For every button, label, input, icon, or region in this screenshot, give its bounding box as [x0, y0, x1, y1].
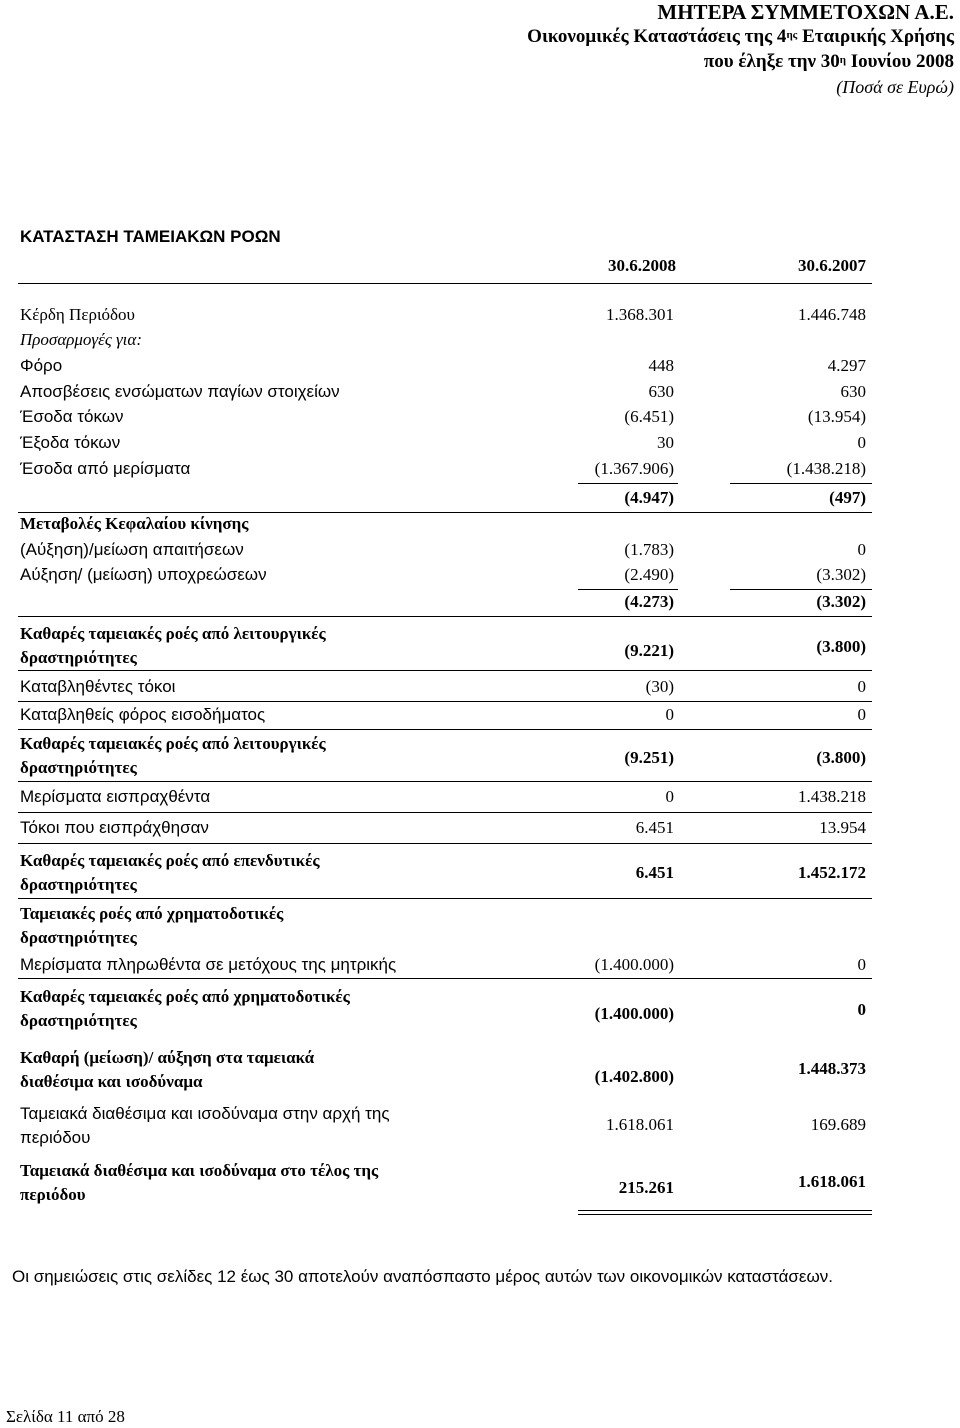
value-2008: 6.451	[635, 818, 674, 837]
header-rule	[18, 283, 872, 284]
value-2008: 1.368.301	[606, 305, 674, 324]
value-2008: 630	[648, 382, 674, 401]
row-label: Ταμειακά διαθέσιμα και ισοδύναμα στην αρχή της	[20, 1104, 390, 1123]
value-2008: (30)	[645, 677, 674, 696]
row-label: Καθαρή (μείωση)/ αύξηση στα ταμειακά	[20, 1048, 315, 1067]
row-label-continued: διαθέσιμα και ισοδύναμα	[20, 1072, 203, 1091]
row-label-continued: δραστηριότητες	[20, 928, 137, 947]
value-2007: (3.800)	[816, 748, 866, 767]
subtotal-rule	[730, 483, 872, 484]
row-label-continued: περιόδου	[20, 1128, 91, 1147]
value-2008: (9.251)	[624, 748, 674, 767]
section-rule	[18, 616, 872, 617]
value-2008: 30	[657, 433, 674, 452]
subtotal-2008: (4.273)	[624, 592, 674, 611]
value-2008: 6.451	[635, 863, 674, 882]
row-label-continued: δραστηριότητες	[20, 758, 137, 777]
value-2007: 0	[857, 677, 866, 696]
row-label: Ταμειακά διαθέσιμα και ισοδύναμα στο τέλος της	[20, 1161, 379, 1180]
value-2008: (9.221)	[624, 641, 674, 660]
row-label: Μερίσματα εισπραχθέντα	[20, 787, 211, 806]
subtotal-rule	[578, 483, 678, 484]
value-2007: 169.689	[810, 1115, 866, 1134]
value-2007: 4.297	[827, 356, 866, 375]
section-rule	[18, 898, 872, 899]
section-rule	[18, 978, 872, 979]
value-2008: (1.783)	[624, 540, 674, 559]
value-2008: 0	[665, 705, 674, 724]
row-label: Έσοδα από μερίσματα	[20, 459, 191, 478]
value-2007: 0	[857, 955, 866, 974]
row-label: Τόκοι που εισπράχθησαν	[20, 818, 209, 837]
value-2008: 215.261	[618, 1178, 674, 1197]
value-2008: (6.451)	[624, 407, 674, 426]
row-label: Καθαρές ταμειακές ροές από επενδυτικές	[20, 851, 320, 870]
row-label: Καθαρές ταμειακές ροές από λειτουργικές	[20, 734, 326, 753]
value-2008: 448	[648, 356, 674, 375]
row-label: Καταβληθείς φόρος εισοδήματος	[20, 705, 266, 724]
row-label: Μεταβολές Κεφαλαίου κίνησης	[20, 514, 249, 533]
value-2007: 630	[840, 382, 866, 401]
double-underline	[578, 1210, 872, 1215]
section-rule	[18, 843, 872, 844]
cash-flow-statement-title: ΚΑΤΑΣΤΑΣΗ ΤΑΜΕΙΑΚΩΝ ΡΟΩΝ	[20, 227, 281, 246]
currency-note: (Ποσά σε Ευρώ)	[836, 77, 954, 97]
section-rule	[18, 670, 872, 671]
value-2007: 1.452.172	[798, 863, 866, 882]
row-label: Έξοδα τόκων	[20, 433, 121, 452]
row-label: Κέρδη Περιόδου	[20, 305, 135, 324]
row-label: Φόρο	[20, 356, 63, 375]
section-rule	[18, 729, 872, 730]
value-2008: (1.367.906)	[594, 459, 674, 478]
row-label: Ταμειακές ροές από χρηματοδοτικές	[20, 904, 284, 923]
value-2008: (1.400.000)	[594, 1004, 674, 1023]
row-label: Καταβληθέντες τόκοι	[20, 677, 176, 696]
value-2007: 0	[857, 433, 866, 452]
row-label: Προσαρμογές για:	[20, 330, 142, 349]
page-number: Σελίδα 11 από 28	[6, 1407, 125, 1426]
value-2008: (1.400.000)	[594, 955, 674, 974]
footnote: Οι σημειώσεις στις σελίδες 12 έως 30 αποτελούν αναπόσπαστο μέρος αυτών των οικονομικών καταστάσεων.	[12, 1267, 833, 1286]
subtotal-2008: (4.947)	[624, 488, 674, 507]
row-label: (Αύξηση)/μείωση απαιτήσεων	[20, 540, 244, 559]
section-rule	[18, 701, 872, 702]
value-2007: (13.954)	[807, 407, 866, 426]
subtotal-2007: (3.302)	[816, 592, 866, 611]
value-2008: 0	[665, 787, 674, 806]
column-header-2007: 30.6.2007	[798, 256, 866, 275]
value-2007: 0	[857, 1000, 866, 1019]
section-rule	[18, 781, 872, 782]
value-2007: (1.438.218)	[786, 459, 866, 478]
value-2007: 0	[857, 540, 866, 559]
statement-period-line-1: Οικονομικές Καταστάσεις της $4^{\eta\varsigma}$ Εταιρικής Χρήσης	[527, 26, 954, 47]
row-label: Αύξηση/ (μείωση) υποχρεώσεων	[20, 565, 267, 584]
value-2007: 1.438.218	[798, 787, 866, 806]
row-label: Μερίσματα πληρωθέντα σε μετόχους της μητρικής	[20, 955, 397, 974]
row-label: Καθαρές ταμειακές ροές από χρηματοδοτικές	[20, 987, 350, 1006]
value-2008: 1.618.061	[606, 1115, 674, 1134]
value-2007: (3.800)	[816, 637, 866, 656]
row-label: Έσοδα τόκων	[20, 407, 124, 426]
column-header-2008: 30.6.2008	[608, 256, 676, 275]
value-2007: 1.448.373	[798, 1059, 866, 1078]
value-2008: (1.402.800)	[594, 1067, 674, 1086]
statement-period-line-2: που έληξε την $30^\eta$ Ιουνίου 2008	[703, 51, 954, 72]
section-rule	[18, 812, 872, 813]
value-2007: 0	[857, 705, 866, 724]
value-2007: 1.446.748	[798, 305, 866, 324]
value-2007: 1.618.061	[798, 1172, 866, 1191]
row-label-continued: δραστηριότητες	[20, 875, 137, 894]
row-label: Καθαρές ταμειακές ροές από λειτουργικές	[20, 624, 326, 643]
subtotal-2007: (497)	[829, 488, 866, 507]
value-2007: (3.302)	[816, 565, 866, 584]
company-name: ΜΗΤΕΡΑ ΣΥΜΜΕΤΟΧΩΝ Α.Ε.	[657, 0, 954, 24]
row-label-continued: δραστηριότητες	[20, 1011, 137, 1030]
row-label-continued: περιόδου	[20, 1185, 86, 1204]
value-2007: 13.954	[819, 818, 866, 837]
row-label: Αποσβέσεις ενσώματων παγίων στοιχείων	[20, 382, 340, 401]
row-label-continued: δραστηριότητες	[20, 648, 137, 667]
value-2008: (2.490)	[624, 565, 674, 584]
